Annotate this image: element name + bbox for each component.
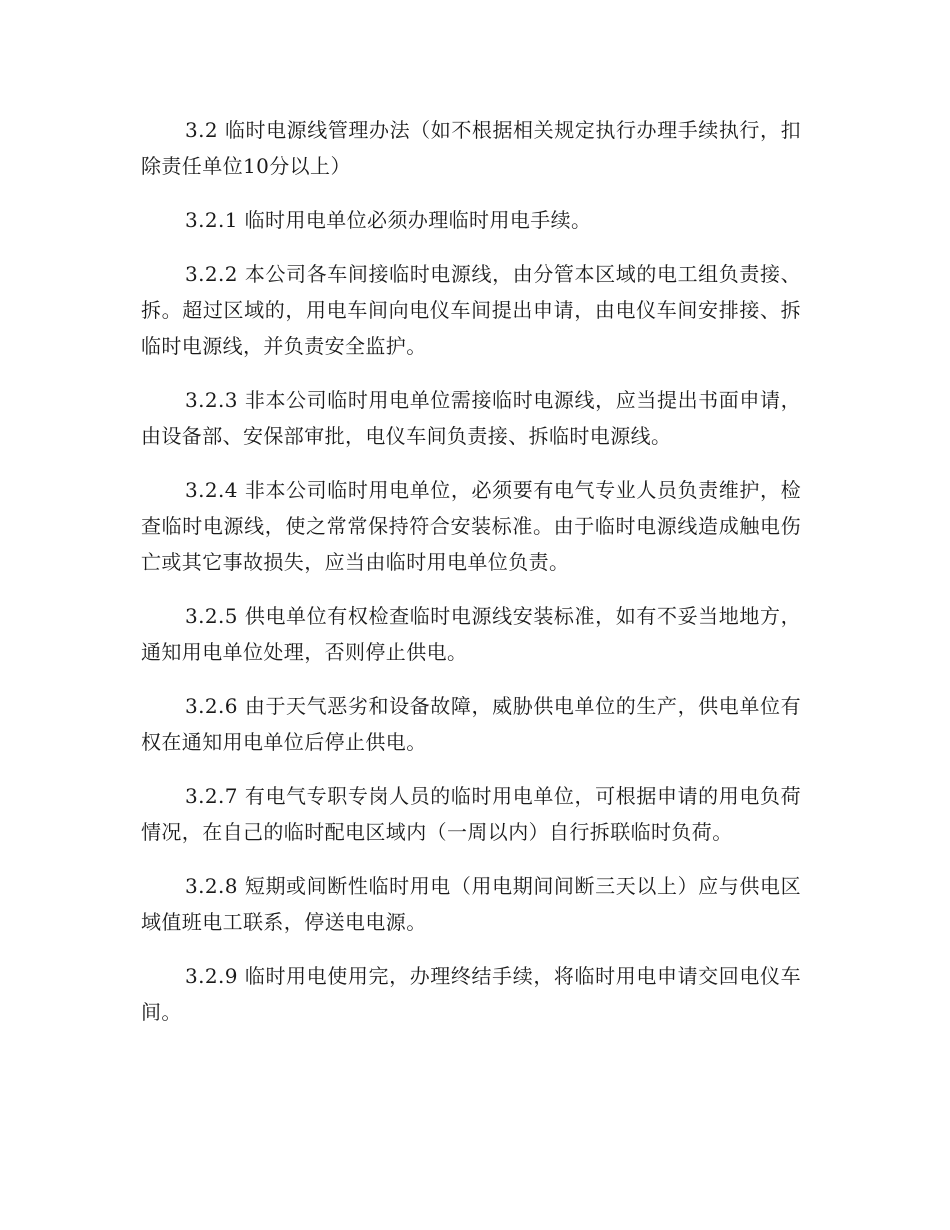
clause-3-2-6: 3.2.6 由于天气恶劣和设备故障，威胁供电单位的生产，供电单位有权在通知用电单位后停止供电。 [141,694,801,754]
clause-3-2-7: 3.2.7 有电气专职专岗人员的临时用电单位，可根据申请的用电负荷情况，在自己的临时配电区域内（一周以内）自行拆联临时负荷。 [141,784,801,844]
document-body [141,112,801,1048]
clause-3-2-4: 3.2.4 非本公司临时用电单位，必须要有电气专业人员负责维护，检查临时电源线，使之常常保持符合安装标准。由于临时电源线造成触电伤亡或其它事故损失，应当由临时用电单位负责。 [141,478,801,574]
clause-3-2-8: 3.2.8 短期或间断性临时用电（用电期间间断三天以上）应与供电区域值班电工联系，停送电电源。 [141,874,801,934]
clause-3-2-2: 3.2.2 本公司各车间接临时电源线，由分管本区域的电工组负责接、拆。超过区域的，用电车间向电仪车间提出申请，由电仪车间安排接、拆临时电源线，并负责安全监护。 [141,262,801,358]
section-heading-3-2: 3.2 临时电源线管理办法（如不根据相关规定执行办理手续执行，扣除责任单位10分以上） [141,118,801,178]
clause-3-2-1: 3.2.1 临时用电单位必须办理临时用电手续。 [185,208,592,232]
clause-3-2-3: 3.2.3 非本公司临时用电单位需接临时电源线，应当提出书面申请，由设备部、安保部审批，电仪车间负责接、拆临时电源线。 [141,388,801,448]
clause-3-2-9: 3.2.9 临时用电使用完，办理终结手续，将临时用电申请交回电仪车间。 [141,964,801,1024]
clause-3-2-5: 3.2.5 供电单位有权检查临时电源线安装标准，如有不妥当地地方，通知用电单位处理，否则停止供电。 [141,604,801,664]
